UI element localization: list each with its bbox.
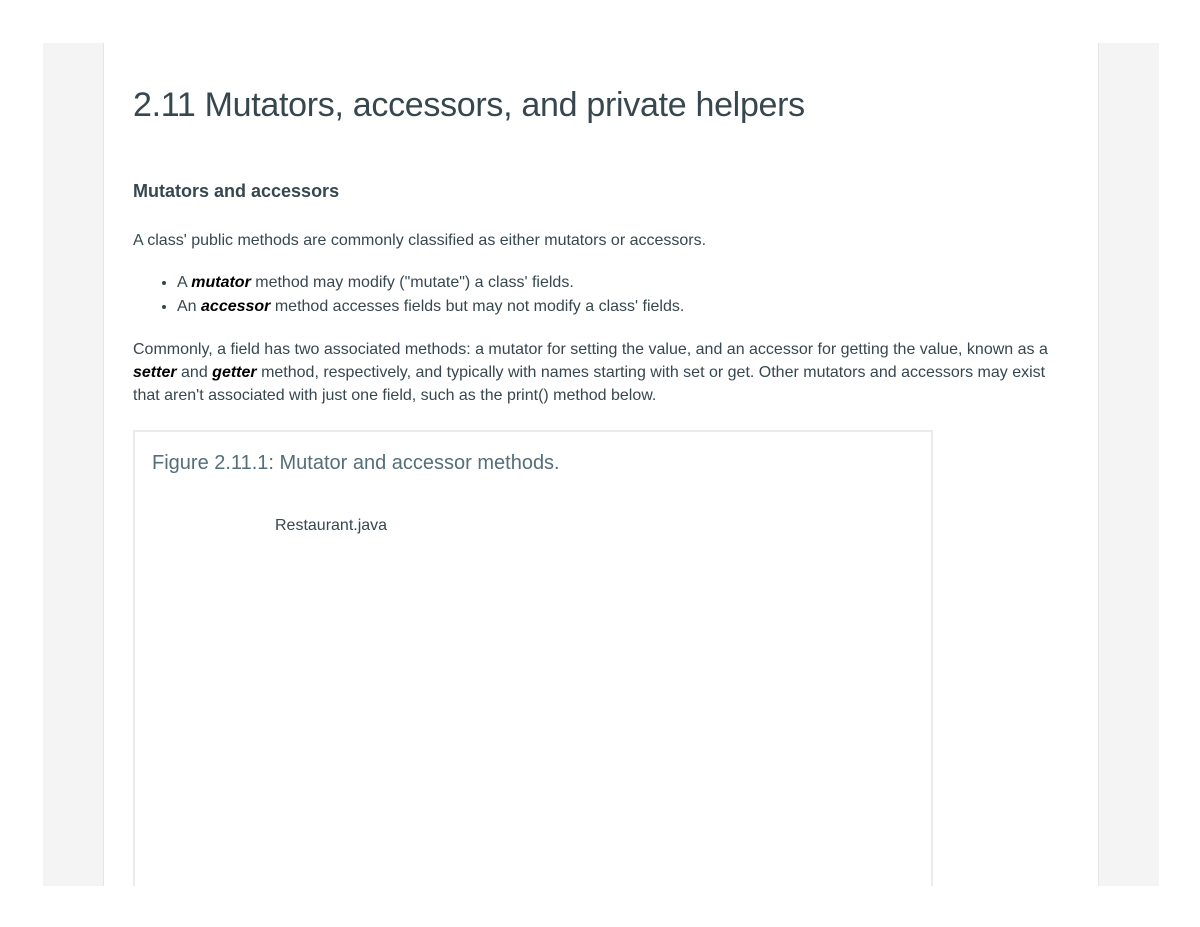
term-setter: setter	[133, 364, 177, 381]
figure-caption: Figure 2.11.1: Mutator and accessor methods.	[152, 452, 560, 474]
term-mutator: mutator	[191, 274, 251, 291]
subheading: Mutators and accessors	[133, 181, 340, 201]
term-accessor: accessor	[201, 298, 271, 315]
code-file-tab[interactable]: Restaurant.java	[275, 517, 388, 534]
intro-paragraph: A class' public methods are commonly classified as either mutators or accessors.	[133, 232, 707, 249]
content-column	[103, 43, 1099, 886]
list-item: • An accessor method accesses fields but may not modify a class' fields.	[177, 295, 684, 319]
figure-box	[133, 430, 933, 886]
section-title: 2.11 Mutators, accessors, and private helpers	[133, 86, 805, 124]
setter-getter-paragraph: Commonly, a field has two associated methods: a mutator for setting the value, and an accessor for getting the value, known as a setter and getter method, respectively, and typically with names starting with set or get. Other mutators and accessors may exist that aren't associated with just one field, such as the print() method below.	[133, 341, 1048, 404]
page-background	[43, 43, 1159, 886]
term-getter: getter	[212, 364, 257, 381]
definition-list	[133, 271, 684, 319]
list-item: • A mutator method may modify ("mutate") a class' fields.	[177, 271, 684, 295]
